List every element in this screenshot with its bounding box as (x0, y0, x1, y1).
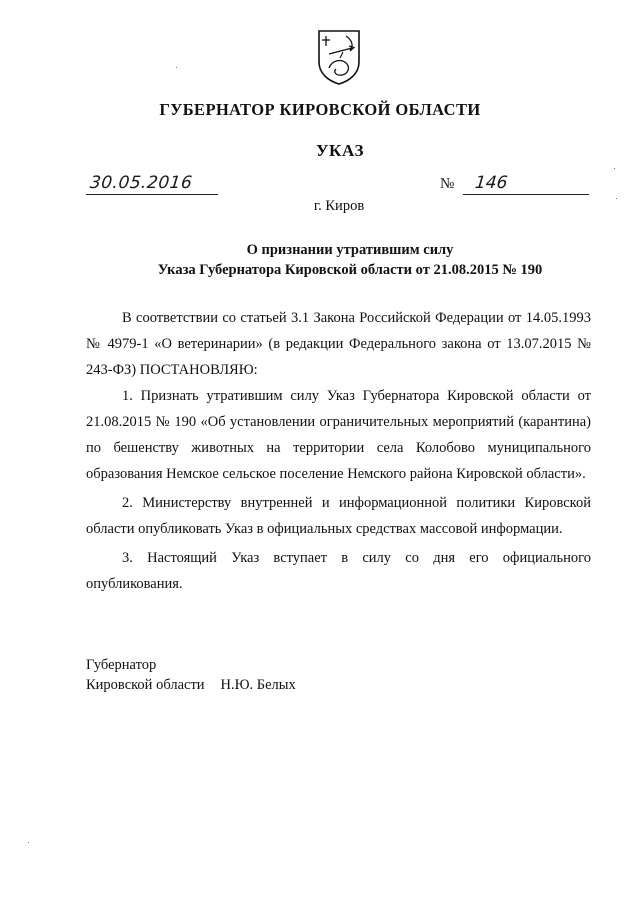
scan-speck (616, 198, 617, 199)
number-label: № (440, 176, 455, 192)
scan-speck (176, 67, 177, 68)
signatory-position-line-1: Губернатор (86, 657, 157, 673)
signatory-position-line-2 (86, 675, 296, 695)
decree-body (86, 305, 591, 597)
document-type: УКАЗ (315, 141, 365, 160)
clause-2: 2. Министерству внутренней и информационной политики Кировской области опубликовать Указ в официальных средствах массовой информации. (86, 495, 591, 537)
scan-speck (28, 842, 29, 843)
signatory-region: Кировской области (86, 677, 205, 693)
preamble-paragraph: В соответствии со статьей 3.1 Закона Российской Федерации от 14.05.1993 № 4979-1 «О ветеринарии» (в редакции Федерального закона от 13.07.2015 № 243-ФЗ) ПОСТАНОВЛЯЮ: (86, 310, 591, 378)
scan-speck (614, 168, 615, 169)
subject-line-2: Указа Губернатора Кировской области от 21.08.2015 № 190 (157, 262, 543, 278)
signatory-name: Н.Ю. Белых (220, 677, 296, 693)
clause-1: 1. Признать утратившим силу Указ Губернатора Кировской области от 21.08.2015 № 190 «Об установлении ограничительных мероприятий (карантина) по бешенству животных на территории села Колобово муниципального образования Немское сельское поселение Немского района Кировской области». (86, 388, 591, 482)
signature-block (86, 655, 296, 695)
date-field (86, 172, 218, 195)
issuer-title: ГУБЕРНАТОР КИРОВСКОЙ ОБЛАСТИ (159, 100, 481, 119)
number-field (463, 172, 589, 195)
handwritten-number: 146 (473, 173, 509, 193)
subject-line-1: О признании утратившим силу (246, 242, 454, 258)
coat-of-arms-icon (316, 28, 362, 86)
handwritten-date: 30.05.2016 (88, 173, 194, 193)
city: г. Киров (313, 198, 365, 214)
clause-3: 3. Настоящий Указ вступает в силу со дня его официального опубликования. (86, 550, 591, 592)
decree-subject (0, 240, 640, 280)
